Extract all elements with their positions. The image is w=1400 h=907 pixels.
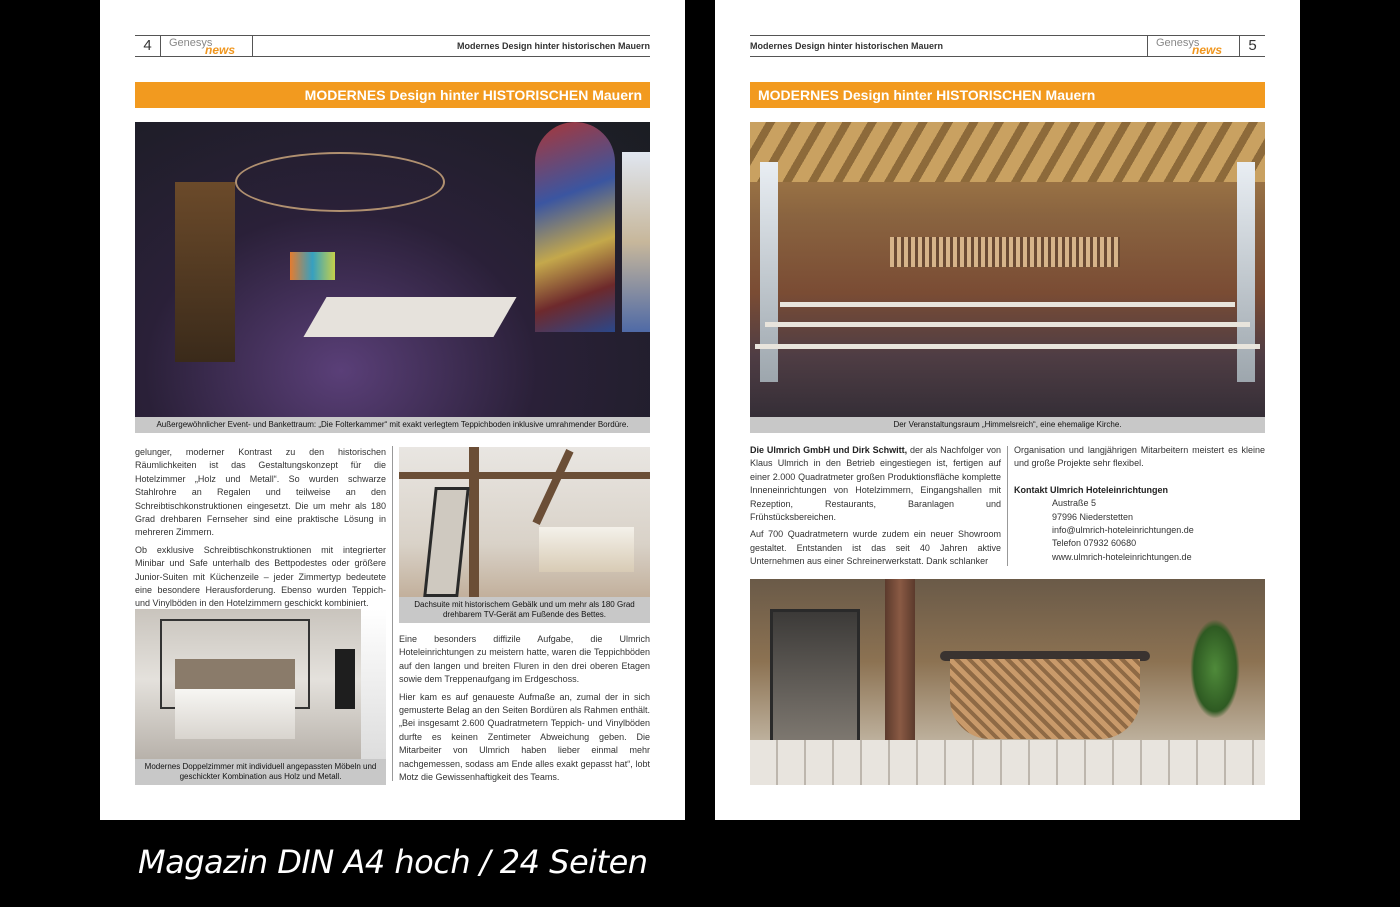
left-column-text [135, 446, 386, 615]
paragraph: Die Ulmrich GmbH und Dirk Schwitt, der als Nachfolger von Klaus Ulmrich in den Betrieb eingestiegen ist, fertigen auf einer 2.000 Quadratmeter großen Produktionsfläche komplette Inneneinrichtungen von Hotelzimmern, Eingangshallen mit Rezeption, Restaurants, Baranlagen und Frühstücksbereichen. [750, 445, 1001, 523]
contact-heading: Kontakt Ulmrich Hoteleinrichtungen [1014, 484, 1169, 495]
paragraph: Auf 700 Quadratmetern wurde zudem ein neuer Showroom gestaltet. Entstanden ist das seit 40 Jahren aktive Unternehmen aus einer Schreinerwerkstatt. Dank schlanker [750, 529, 1001, 567]
attic-suite-photo [399, 447, 650, 623]
double-room-caption: Modernes Doppelzimmer mit individuell angepassten Möbeln und geschickter Kombination aus Holz und Metall. [135, 759, 386, 785]
footer-caption: Magazin DIN A4 hoch / 24 Seiten [138, 843, 648, 881]
section-banner: MODERNES Design hinter HISTORISCHEN Mauern [750, 82, 1265, 108]
brand-news: news [205, 43, 236, 57]
brand-news: news [1192, 43, 1223, 57]
magazine-page-4 [100, 0, 685, 820]
right-column-text [1014, 444, 1265, 564]
paragraph: Eine besonders diffizile Aufgabe, die Ulmrich Hoteleinrichtungen zu meistern hatte, waren die Teppichböden auf den langen und breiten Fluren in den drei oberen Etagen sowie dem Treppenaufgang im Erdgeschoss. [399, 634, 650, 685]
brand-logo [161, 36, 253, 56]
page-number: 5 [1239, 36, 1265, 56]
brand-genesys: Genesys [1156, 37, 1200, 49]
brand-genesys: Genesys [169, 37, 213, 49]
magazine-page-5 [715, 0, 1300, 820]
event-hall-photo [750, 122, 1265, 433]
attic-suite-caption: Dachsuite mit historischem Gebälk und um mehr als 180 Grad drehbarem TV-Gerät am Fußende des Bettes. [399, 597, 650, 623]
column-divider [1007, 446, 1008, 566]
paragraph: Hier kam es auf genaueste Aufmaße an, zumal der in sich gemusterte Belag an den Seiten Bordüren als Rahmen enthält. „Bei insgesamt 2.600 Quadratmetern Teppich- und Vinylböden durfte es keinen Zentimeter Abweichung geben. Die Mitarbeiter von Ulmrich haben lieber einmal mehr nachgemessen, sodass am Ende alles exakt gepasst hat“, lobt Motz die Gewissenhaftigkeit des Teams. [399, 691, 650, 783]
page-header [750, 35, 1265, 57]
running-title: Modernes Design hinter historischen Mauern [750, 41, 944, 51]
contact-phone: Telefon 07932 60680 [1052, 538, 1137, 549]
paragraph: Ob exklusive Schreibtischkonstruktionen mit integrierter Minibar und Safe unterhalb des Bettpodestes oder größere Junior-Suiten mit Küchenzeile – jeder Zimmertyp bedeutete eine besondere Herausforderung. Ebenso wurden Teppich- und Vinylböden in den Hotelzimmern geschickt kombiniert. [135, 544, 386, 609]
contact-email[interactable]: info@ulmrich-hoteleinrichtungen.de [1052, 525, 1194, 536]
section-banner: MODERNES Design hinter HISTORISCHEN Mauern [135, 82, 650, 108]
right-column-text [399, 633, 650, 788]
ballroom-photo [135, 122, 650, 433]
double-room-photo [135, 609, 386, 785]
running-title: Modernes Design hinter historischen Mauern [456, 41, 650, 51]
event-hall-caption: Der Veranstaltungsraum „Himmelsreich“, eine ehemalige Kirche. [750, 417, 1265, 433]
brand-logo [1147, 36, 1239, 56]
contact-city: 97996 Niederstetten [1052, 511, 1134, 522]
left-column-text [750, 444, 1001, 573]
paragraph: Organisation und langjährigen Mitarbeitern meistert es kleine und große Projekte sehr flexibel. [1014, 445, 1265, 469]
lobby-photo [750, 579, 1265, 785]
lead-in: Die Ulmrich GmbH und Dirk Schwitt, [750, 445, 908, 455]
contact-street: Austraße 5 [1052, 498, 1097, 509]
page-header [135, 35, 650, 57]
page-number: 4 [135, 36, 161, 56]
contact-web[interactable]: www.ulmrich-hoteleinrichtungen.de [1052, 551, 1192, 562]
ballroom-caption: Außergewöhnlicher Event- und Bankettraum: „Die Folterkammer“ mit exakt verlegtem Teppichboden inklusive umrahmender Bordüre. [135, 417, 650, 433]
paragraph: gelunger, moderner Kontrast zu den historischen Räumlichkeiten ist das Gestaltungskonzept für die Hotelzimmer „Holz und Metall“. So wurden schwarze Stahlrohre an Regalen und teilweise an den Schreibtischkonstruktionen eingesetzt. Die um mehr als 180 Grad drehbaren Fernseher sind eine praktische Lösung in mehreren Zimmern. [135, 447, 386, 538]
column-divider [392, 446, 393, 781]
